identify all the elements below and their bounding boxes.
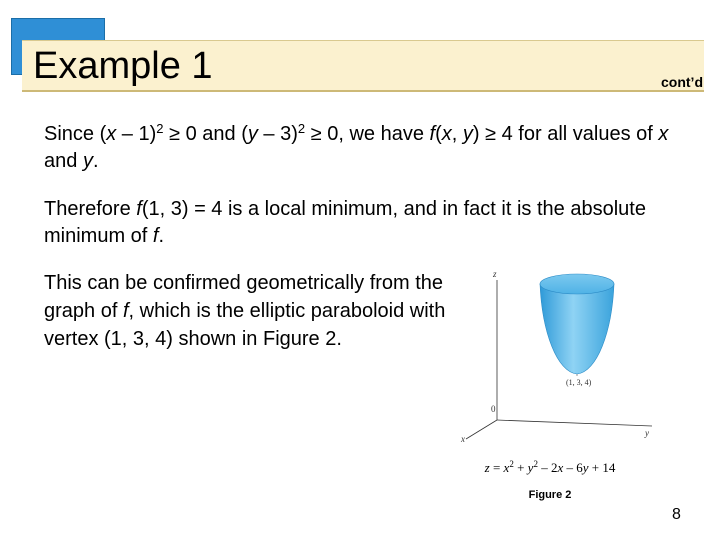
text: – 6 <box>563 460 583 475</box>
text: , <box>451 123 463 145</box>
var-y: y <box>527 460 534 475</box>
var-z: z <box>484 460 490 475</box>
var-f: f <box>122 300 129 322</box>
slide-title: Example 1 <box>33 45 213 87</box>
text: = <box>489 460 504 475</box>
var-x: x <box>557 460 564 475</box>
page-number: 8 <box>672 506 681 523</box>
x-axis <box>466 420 497 439</box>
text: and <box>44 150 83 172</box>
var-f: f <box>429 123 436 145</box>
figure-label: Figure 2 <box>528 489 572 501</box>
exponent: 2 <box>509 459 514 469</box>
text: – 3) <box>257 123 298 145</box>
text: – 1) <box>116 123 157 145</box>
continued-label: cont’d <box>661 74 703 90</box>
paraboloid-surface <box>540 284 614 374</box>
var-x: x <box>441 123 452 145</box>
var-y: y <box>582 460 589 475</box>
figure-equation <box>440 460 660 476</box>
var-x: x <box>503 460 510 475</box>
text: ≥ 0, we have <box>305 123 430 145</box>
text: This can be confirmed geometrically from the graph of <box>44 272 444 322</box>
text: . <box>92 150 99 172</box>
text: ≥ 0 and ( <box>163 123 248 145</box>
var-y: y <box>462 123 473 145</box>
exponent: 2 <box>156 121 164 136</box>
paragraph-3 <box>44 269 464 353</box>
var-x: x <box>106 123 117 145</box>
x-axis-label: x <box>461 434 465 444</box>
origin-label: 0 <box>491 404 496 414</box>
text: ( <box>435 123 442 145</box>
var-x: x <box>658 123 669 145</box>
var-y: y <box>82 150 93 172</box>
vertex-label: (1, 3, 4) <box>566 378 592 387</box>
var-f: f <box>152 225 159 247</box>
y-axis <box>497 420 652 426</box>
z-axis-label: z <box>493 269 497 279</box>
text: , which is the elliptic paraboloid with vertex (1, 3, 4) shown in Figure 2. <box>44 300 446 350</box>
text: Therefore <box>44 198 137 220</box>
text: + <box>513 460 528 475</box>
text: – 2 <box>537 460 558 475</box>
paragraph-1 <box>44 121 694 175</box>
text: + 14 <box>588 460 616 475</box>
text: . <box>158 225 165 247</box>
exponent: 2 <box>533 459 538 469</box>
var-f: f <box>136 198 142 220</box>
paragraph-2 <box>44 196 694 250</box>
var-y: y <box>247 123 258 145</box>
text: (1, 3) = 4 is a local minimum, and in fact it is the absolute minimum of <box>44 198 646 247</box>
text: ) ≥ 4 for all values of <box>472 123 659 145</box>
exponent: 2 <box>297 121 306 136</box>
text: Since ( <box>44 123 107 145</box>
paraboloid-rim <box>540 274 614 294</box>
paraboloid-figure <box>452 262 670 450</box>
y-axis-label: y <box>645 428 649 438</box>
